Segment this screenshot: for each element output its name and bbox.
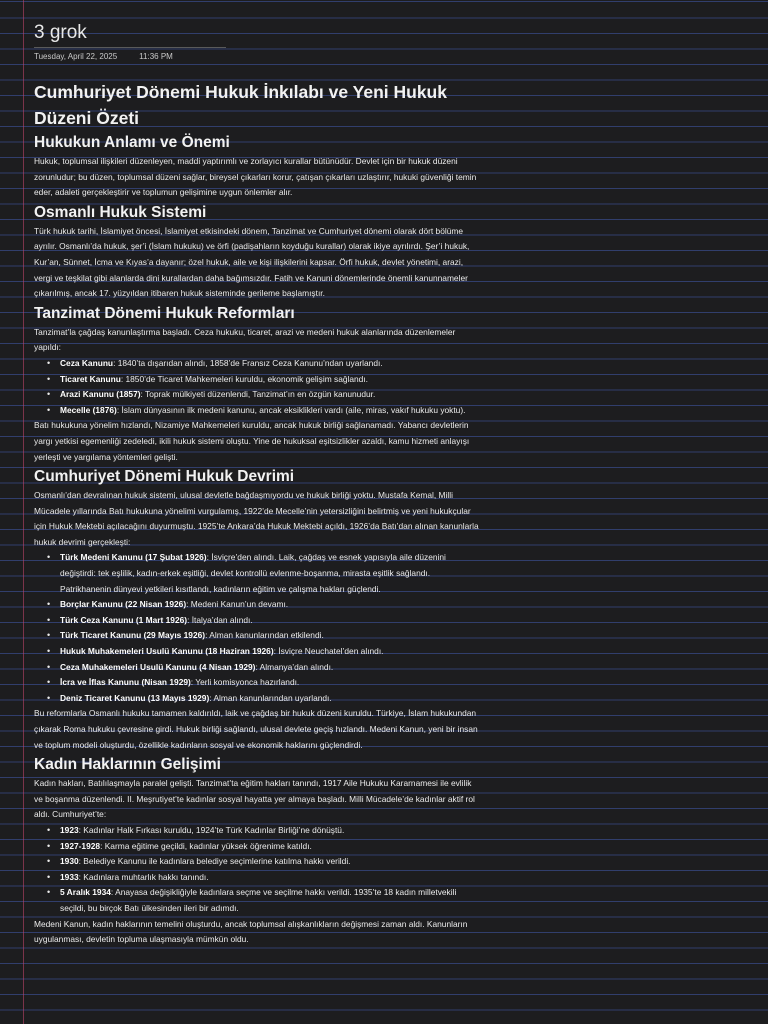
section-paragraph: Batı hukukuna yönelim hızlandı, Nizamiye Mahkemeleri kuruldu, ancak hukuk birliği sağlanamadı. Yabancı devletlerin yargı yetkisi egemenliği zedeledi, ikili hukuk sistemi oluştu. Yine de hukuksal eşitsizlikler azaldı, kamu hizmeti anlayışı yerleşti ve yargılama yöntemleri gelişti. (34, 420, 470, 462)
item-term: 1930 (60, 856, 79, 867)
list-item (47, 613, 480, 629)
item-term: 1933 (60, 871, 79, 882)
section-paragraph: Kadın hakları, Batılılaşmayla paralel gelişti. Tanzimat’ta eğitim hakları tanındı, 1917 Aile Hukuku Kararnamesi ile evlilik ve boşanma düzenlendi. II. Meşrutiyet’te kadınlar sosyal hayatta yer almaya başladı. Milli Mücadele’de kadınlar aktif rol aldı. Cumhuriyet’te: (34, 778, 475, 820)
bullet-icon: • (47, 404, 51, 415)
page-title[interactable]: 3 grok (34, 22, 87, 43)
item-term: İcra ve İflas Kanunu (Nisan 1929) (60, 677, 191, 688)
item-text: : Anayasa değişikliğiyle kadınlara seçme ve seçilme hakkı verildi. 1935’te 18 kadın milletvekili seçildi, bu birçok Batı ülkesinden ileri bir adımdı. (60, 887, 457, 913)
section-heading: Osmanlı Hukuk Sistemi (34, 203, 207, 221)
list-item (47, 854, 480, 870)
page-date: Tuesday, April 22, 2025 (34, 52, 118, 61)
list-item (47, 403, 480, 419)
item-term: 5 Aralık 1934 (60, 887, 111, 898)
list-item (47, 839, 480, 855)
item-text: : İtalya’dan alındı. (187, 614, 253, 625)
bullet-icon: • (47, 661, 51, 672)
document-title: Cumhuriyet Dönemi Hukuk İnkılabı ve Yeni Hukuk Düzeni Özeti (34, 82, 447, 128)
section-heading: Hukukun Anlamı ve Önemi (34, 134, 230, 151)
item-text: : Belediye Kanunu ile kadınlara belediye seçimlerine katılma hakkı verildi. (78, 856, 351, 867)
bullet-icon: • (47, 887, 51, 898)
item-text: : İsviçre’den alındı. Laik, çağdaş ve esnek yapısıyla aile düzenini değiştirdi: tek eşlilik, kadın-erkek eşitliği, devlet kontrollü evlenme-boşanma, mirasta eşitlik sağlandı. Patrikhanenin dünyevi yetkileri kısıtlandı, kadınların eğitim ve çalışma hakları güçlendi. (60, 552, 446, 594)
list-item (47, 660, 480, 676)
list-item (47, 870, 480, 886)
list-item (47, 597, 480, 613)
section-paragraph: Tanzimat’la çağdaş kanunlaştırma başladı. Ceza hukuku, ticaret, arazi ve medeni hukuk alanlarında düzenlemeler yapıldı: (34, 326, 456, 353)
list-item (47, 356, 480, 372)
bullet-icon: • (47, 614, 51, 625)
bullet-icon: • (47, 856, 51, 867)
item-text: : Alman kanunlarından etkilendi. (205, 630, 324, 641)
bullet-list (34, 550, 480, 706)
section-tanzimat (34, 304, 480, 465)
item-term: 1927-1928 (60, 840, 101, 851)
list-item (47, 823, 480, 839)
item-text: : Karma eğitime geçildi, kadınlar yüksek öğrenime katıldı. (100, 840, 312, 851)
item-term: Hukuk Muhakemeleri Usulü Kanunu (18 Haziran 1926) (60, 646, 274, 657)
bullet-icon: • (47, 692, 51, 703)
list-item (47, 387, 480, 403)
item-text: : 1840’ta dışarıdan alındı, 1858’de Fransız Ceza Kanunu’ndan uyarlandı. (113, 357, 383, 368)
bullet-icon: • (47, 677, 51, 688)
bullet-icon: • (47, 552, 51, 563)
item-term: Ticaret Kanunu (60, 373, 121, 384)
item-term: 1923 (60, 824, 79, 835)
item-text: : Toprak mülkiyeti düzenlendi, Tanzimat’ın en özgün kanunudur. (140, 389, 376, 400)
list-item (47, 550, 480, 597)
section-heading: Tanzimat Dönemi Hukuk Reformları (34, 304, 295, 322)
item-term: Ceza Muhakemeleri Usulü Kanunu (4 Nisan 1929) (60, 661, 256, 672)
bullet-icon: • (47, 840, 51, 851)
item-term: Mecelle (1876) (60, 404, 117, 415)
page-time: 11:36 PM (139, 52, 173, 61)
section-paragraph: Medeni Kanun, kadın haklarının temelini oluşturdu, ancak toplumsal alışkanlıkların değişmesi zaman aldı. Kanunların uygulanması, devletin topluma ulaşmasıyla mümkün oldu. (34, 918, 468, 945)
item-term: Ceza Kanunu (60, 357, 114, 368)
list-item (47, 644, 480, 660)
section-heading: Cumhuriyet Dönemi Hukuk Devrimi (34, 468, 295, 486)
item-term: Borçlar Kanunu (22 Nisan 1926) (60, 599, 187, 610)
title-underline (34, 47, 226, 48)
item-text: : Kadınlar Halk Fırkası kuruldu, 1924’te Türk Kadınlar Birliği’ne dönüştü. (78, 824, 345, 835)
note-page (34, 0, 758, 948)
section-paragraph: Bu reformlarla Osmanlı hukuku tamamen kaldırıldı, laik ve çağdaş bir hukuk düzeni kuruldu. Türkiye, İslam hukukundan çıkarak Roma hukuku çevresine girdi. Hukuk birliği sağlandı, ulusal devlete geçiş hızlandı. Medeni Kanun, yeni bir insan ve toplum modeli oluşturdu, özellikle kadınların sosyal ve ekonomik haklarını güçlendirdi. (34, 708, 478, 750)
section-hukukun-anlami (34, 133, 480, 201)
section-kadin-haklari (34, 755, 480, 948)
bullet-icon: • (47, 824, 51, 835)
list-item (47, 372, 480, 388)
section-heading: Kadın Haklarının Gelişimi (34, 756, 221, 774)
page-meta (34, 51, 758, 63)
bullet-icon: • (47, 357, 51, 368)
item-term: Türk Ticaret Kanunu (29 Mayıs 1926) (60, 630, 206, 641)
list-item (47, 675, 480, 691)
list-item (47, 691, 480, 707)
list-item (47, 885, 480, 916)
item-term: Arazi Kanunu (1857) (60, 389, 141, 400)
bullet-icon: • (47, 599, 51, 610)
item-term: Türk Ceza Kanunu (1 Mart 1926) (60, 614, 188, 625)
bullet-icon: • (47, 871, 51, 882)
bullet-icon: • (47, 630, 51, 641)
bullet-icon: • (47, 646, 51, 657)
section-cumhuriyet-hukuk (34, 467, 480, 753)
section-paragraph: Osmanlı’dan devralınan hukuk sistemi, ulusal devletle bağdaşmıyordu ve hukuk birliği yoktu. Mustafa Kemal, Milli Mücadele yıllarında Batı hukukuna yönelimi vurgulamış, 1922’de Mecelle’nin yetersizliğini belirtmiş ve yeni hukukçular için Hukuk Mektebi açılacağını duyurmuştu. 1925’te Ankara’da Hukuk Mektebi açıldı, 1926’da Batı’dan alınan kanunlarla hukuk devrimi gerçekleşti: (34, 490, 479, 547)
item-text: : Alman kanunlarından uyarlandı. (209, 692, 332, 703)
item-text: : İslam dünyasının ilk medeni kanunu, ancak eksiklikleri vardı (aile, miras, vakıf hukuku yoktu). (116, 404, 466, 415)
list-item (47, 628, 480, 644)
bullet-icon: • (47, 389, 51, 400)
item-text: : Yerli komisyonca hazırlandı. (190, 677, 300, 688)
section-paragraph: Türk hukuk tarihi, İslamiyet öncesi, İslamiyet etkisindeki dönem, Tanzimat ve Cumhuriyet dönemi olarak dört bölüme ayrılır. Osmanlı’da hukuk, şer’i (İslam hukuku) ve örfi (padişahların koyduğu kurallar) olarak ikiye ayrılırdı. Şer’i hukuk, Kur’an, Sünnet, İcma ve Kıyas’a dayanır; özel hukuk, aile ve kişi ilişkilerini kapsar. Örfi hukuk, devlet yönetimi, arazi, vergi ve teşkilat gibi alanlarda dini kurallardan daha bağımsızdır. Fatih ve Kanuni dönemlerinde önemli kanunnameler çıkarılmış, ancak 17. yüzyıldan itibaren hukuk sisteminde gerileme başlamıştır. (34, 225, 470, 299)
bullet-list (34, 823, 480, 917)
item-term: Deniz Ticaret Kanunu (13 Mayıs 1929) (60, 692, 210, 703)
item-term: Türk Medeni Kanunu (17 Şubat 1926) (60, 552, 207, 563)
bullet-icon: • (47, 373, 51, 384)
item-text: : İsviçre Neuchatel’den alındı. (273, 646, 384, 657)
item-text: : Almanya’dan alındı. (255, 661, 334, 672)
item-text: : Medeni Kanun’un devamı. (186, 599, 289, 610)
item-text: : Kadınlara muhtarlık hakkı tanındı. (78, 871, 209, 882)
item-text: : 1850’de Ticaret Mahkemeleri kuruldu, ekonomik gelişim sağlandı. (120, 373, 368, 384)
section-osmanli-hukuk (34, 203, 480, 302)
section-paragraph: Hukuk, toplumsal ilişkileri düzenleyen, maddi yaptırımlı ve zorlayıcı kurallar bütünüdür. Devlet için bir hukuk düzeni zorunludur; bu düzen, toplumsal düzeni sağlar, bireysel çıkarları korur, çatışan çıkarları uzlaştırır, hukuki güvenliği temin eder, adaleti gerçekleştirir ve toplumun gelişimine uygun önlemler alır. (34, 156, 477, 198)
bullet-list (34, 356, 480, 418)
